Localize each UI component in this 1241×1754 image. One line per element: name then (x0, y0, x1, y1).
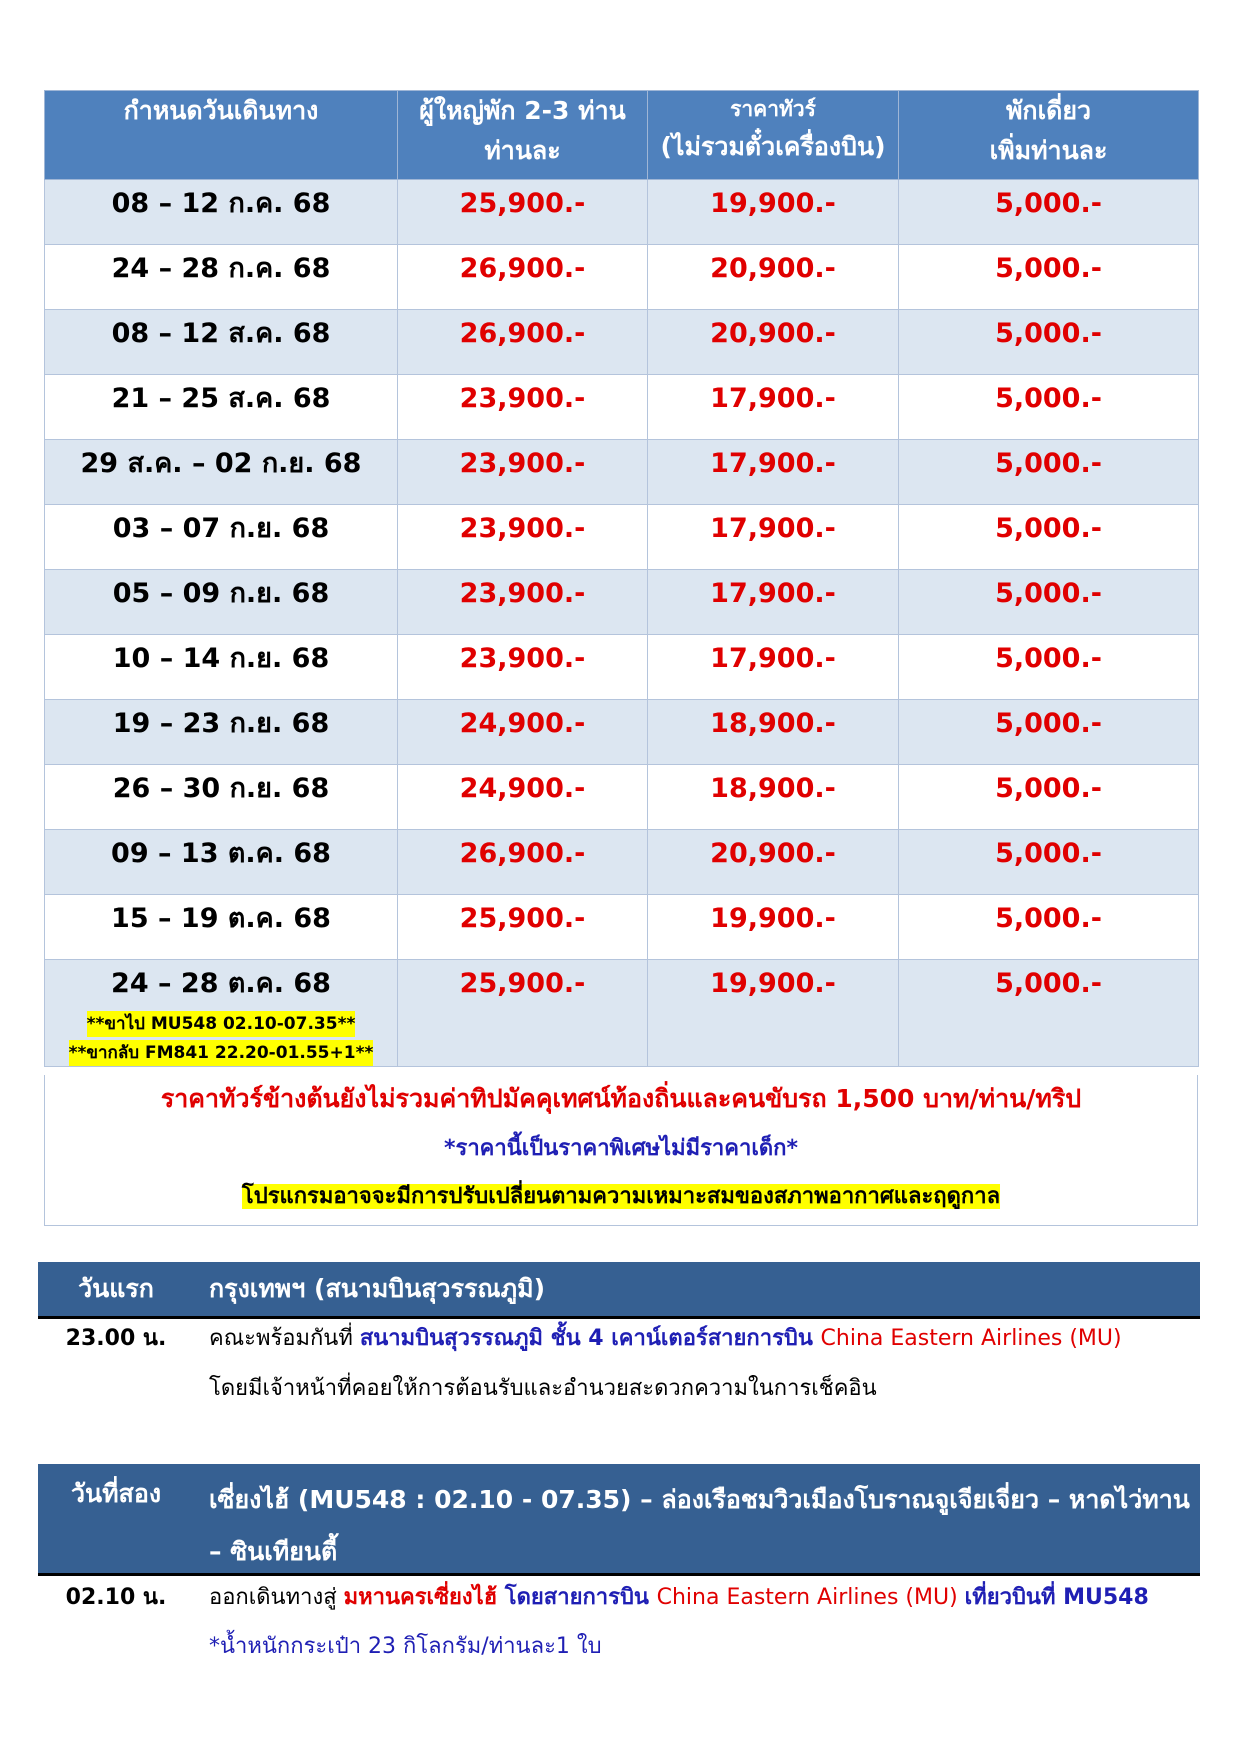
table-row (45, 570, 1199, 635)
date-cell-text: 08 – 12 ส.ค. 68 (111, 318, 331, 349)
day1-label: วันแรก (78, 1274, 154, 1303)
adult-price-cell-text: 24,900.- (459, 708, 586, 739)
header-date: กำหนดวันเดินทาง (45, 91, 398, 180)
tour-price-cell-text: 18,900.- (710, 773, 836, 804)
date-cell (45, 310, 398, 375)
single-supplement-cell (899, 245, 1199, 310)
adult-price-cell (398, 635, 648, 700)
tour-price-cell (648, 765, 899, 830)
adult-price-cell (398, 375, 648, 440)
adult-price-cell (398, 505, 648, 570)
table-row (45, 375, 1199, 440)
tour-price-cell (648, 375, 899, 440)
tour-price-cell (648, 960, 899, 1067)
tour-price-cell (648, 700, 899, 765)
tour-price-cell (648, 895, 899, 960)
notes-box (44, 1075, 1198, 1226)
table-row (45, 895, 1199, 960)
date-cell-text: 05 – 09 ก.ย. 68 (112, 578, 330, 609)
table-row (45, 180, 1199, 245)
day1-detail: คณะพร้อมกันที่ สนามบินสุวรรณภูมิ ชั้น 4 เคาน์เตอร์สายการบิน China Eastern Airlines (MU) (209, 1326, 1122, 1351)
adult-price-cell (398, 765, 648, 830)
adult-price-cell (398, 245, 648, 310)
date-cell (45, 245, 398, 310)
single-supplement-cell-text: 5,000.- (995, 448, 1102, 479)
adult-price-cell (398, 960, 648, 1067)
tour-price-cell (648, 440, 899, 505)
flight-out-note: **ขาไป MU548 02.10-07.35** (87, 1011, 356, 1037)
adult-price-cell-text: 23,900.- (459, 383, 586, 414)
single-supplement-cell-text: 5,000.- (995, 968, 1102, 999)
table-row (45, 765, 1199, 830)
tour-price-cell (648, 180, 899, 245)
single-supplement-cell (899, 505, 1199, 570)
header-tour: ราคาทัวร์ (ไม่รวมตั๋วเครื่องบิน) (648, 91, 899, 180)
single-supplement-cell (899, 440, 1199, 505)
date-cell (45, 375, 398, 440)
table-row (45, 245, 1199, 310)
tour-price-cell-text: 17,900.- (710, 513, 836, 544)
tour-price-cell-text: 18,900.- (710, 708, 836, 739)
flight-back-note: **ขากลับ FM841 22.20-01.55+1** (69, 1040, 374, 1066)
special-price-note: *ราคานี้เป็นราคาพิเศษไม่มีราคาเด็ก* (444, 1136, 798, 1161)
date-cell (45, 700, 398, 765)
adult-price-cell-text: 23,900.- (459, 643, 586, 674)
single-supplement-cell-text: 5,000.- (995, 318, 1102, 349)
table-row (45, 440, 1199, 505)
single-supplement-cell-text: 5,000.- (995, 188, 1102, 219)
date-cell-text: 03 – 07 ก.ย. 68 (112, 513, 330, 544)
table-row (45, 635, 1199, 700)
single-supplement-cell (899, 310, 1199, 375)
tour-price-cell-text: 19,900.- (710, 188, 836, 219)
table-row (45, 505, 1199, 570)
adult-price-cell (398, 440, 648, 505)
date-cell-text: 08 – 12 ก.ค. 68 (111, 188, 331, 219)
adult-price-cell (398, 570, 648, 635)
adult-price-cell-text: 23,900.- (459, 513, 586, 544)
tour-price-cell-text: 20,900.- (710, 838, 836, 869)
single-supplement-cell-text: 5,000.- (995, 903, 1102, 934)
price-table (44, 90, 1199, 1067)
tour-price-cell-text: 20,900.- (710, 318, 836, 349)
tip-note: ราคาทัวร์ข้างต้นยังไม่รวมค่าทิปมัคคุเทศน์ท้องถิ่นและคนขับรถ 1,500 บาท/ท่าน/ทริป (160, 1084, 1082, 1113)
adult-price-cell-text: 23,900.- (459, 578, 586, 609)
date-cell (45, 570, 398, 635)
date-cell (45, 830, 398, 895)
adult-price-cell-text: 25,900.- (459, 188, 586, 219)
single-supplement-cell-text: 5,000.- (995, 253, 1102, 284)
tour-price-cell-text: 20,900.- (710, 253, 836, 284)
single-supplement-cell (899, 375, 1199, 440)
date-cell (45, 635, 398, 700)
single-supplement-cell (899, 700, 1199, 765)
day2-title: เซี่ยงไฮ้ (MU548 : 02.10 - 07.35) – ล่องเรือชมวิวเมืองโบราณจูเจียเจี่ยว – หาดไว่ทาน – ซินเทียนตี้ (209, 1485, 1190, 1566)
single-supplement-cell-text: 5,000.- (995, 838, 1102, 869)
single-supplement-cell (899, 635, 1199, 700)
single-supplement-cell-text: 5,000.- (995, 383, 1102, 414)
baggage-note: *น้ำหนักกระเป๋า 23 กิโลกรัม/ท่านละ1 ใบ (209, 1634, 602, 1659)
header-adult: ผู้ใหญ่พัก 2-3 ท่าน ท่านละ (398, 91, 648, 180)
tour-price-cell-text: 17,900.- (710, 643, 836, 674)
adult-price-cell-text: 23,900.- (459, 448, 586, 479)
single-supplement-cell-text: 5,000.- (995, 643, 1102, 674)
header-single: พักเดี่ยว เพิ่มท่านละ (899, 91, 1199, 180)
adult-price-cell-text: 25,900.- (459, 968, 586, 999)
date-cell (45, 505, 398, 570)
day2-label: วันที่สอง (70, 1479, 162, 1508)
date-cell-text: 29 ส.ค. – 02 ก.ย. 68 (80, 448, 362, 479)
day1-detail-2: โดยมีเจ้าหน้าที่คอยให้การต้อนรับและอำนวยสะดวกความในการเช็คอิน (209, 1376, 877, 1401)
single-supplement-cell (899, 830, 1199, 895)
date-cell-text: 24 – 28 ก.ค. 68 (111, 253, 331, 284)
tour-price-cell-text: 17,900.- (710, 383, 836, 414)
program-change-note: โปรแกรมอาจจะมีการปรับเปลี่ยนตามความเหมาะสมของสภาพอากาศและฤดูกาล (241, 1184, 1001, 1209)
table-body (45, 180, 1199, 1067)
single-supplement-cell-text: 5,000.- (995, 708, 1102, 739)
date-cell-text: 19 – 23 ก.ย. 68 (112, 708, 330, 739)
day2-time: 02.10 น. (65, 1585, 167, 1610)
single-supplement-cell-text: 5,000.- (995, 513, 1102, 544)
tour-price-cell-text: 17,900.- (710, 448, 836, 479)
date-cell (45, 180, 398, 245)
date-cell (45, 960, 398, 1067)
adult-price-cell-text: 25,900.- (459, 903, 586, 934)
table-row (45, 310, 1199, 375)
day1-time: 23.00 น. (65, 1326, 167, 1351)
adult-price-cell (398, 310, 648, 375)
adult-price-cell-text: 26,900.- (459, 318, 586, 349)
tour-price-cell (648, 245, 899, 310)
adult-price-cell-text: 26,900.- (459, 838, 586, 869)
table-row (45, 830, 1199, 895)
day1-header (38, 1262, 1200, 1319)
date-cell-text: 21 – 25 ส.ค. 68 (111, 383, 331, 414)
date-cell-text: 10 – 14 ก.ย. 68 (112, 643, 330, 674)
table-row (45, 960, 1199, 1067)
adult-price-cell-text: 24,900.- (459, 773, 586, 804)
adult-price-cell (398, 895, 648, 960)
adult-price-cell (398, 180, 648, 245)
date-cell (45, 765, 398, 830)
tour-price-cell (648, 505, 899, 570)
single-supplement-cell (899, 895, 1199, 960)
single-supplement-cell (899, 765, 1199, 830)
adult-price-cell (398, 700, 648, 765)
single-supplement-cell (899, 570, 1199, 635)
date-cell-text: 09 – 13 ต.ค. 68 (111, 838, 331, 869)
date-cell-text: 24 – 28 ต.ค. 68 (111, 968, 331, 999)
date-cell-text: 26 – 30 ก.ย. 68 (112, 773, 330, 804)
tour-price-cell (648, 635, 899, 700)
day2-header (38, 1464, 1200, 1576)
date-cell (45, 895, 398, 960)
single-supplement-cell (899, 180, 1199, 245)
tour-price-cell (648, 830, 899, 895)
day1-title: กรุงเทพฯ (สนามบินสุวรรณภูมิ) (209, 1274, 545, 1303)
day2-detail: ออกเดินทางสู่ มหานครเซี่ยงไฮ้ โดยสายการบิน China Eastern Airlines (MU) เที่ยวบินที่ MU548 (209, 1585, 1149, 1610)
adult-price-cell (398, 830, 648, 895)
single-supplement-cell-text: 5,000.- (995, 578, 1102, 609)
tour-price-cell (648, 310, 899, 375)
date-cell-text: 15 – 19 ต.ค. 68 (111, 903, 331, 934)
date-cell (45, 440, 398, 505)
single-supplement-cell-text: 5,000.- (995, 773, 1102, 804)
tour-price-cell-text: 19,900.- (710, 968, 836, 999)
table-row (45, 700, 1199, 765)
adult-price-cell-text: 26,900.- (459, 253, 586, 284)
tour-price-cell (648, 570, 899, 635)
tour-price-cell-text: 17,900.- (710, 578, 836, 609)
single-supplement-cell (899, 960, 1199, 1067)
tour-price-cell-text: 19,900.- (710, 903, 836, 934)
table-header-row (45, 91, 1199, 180)
